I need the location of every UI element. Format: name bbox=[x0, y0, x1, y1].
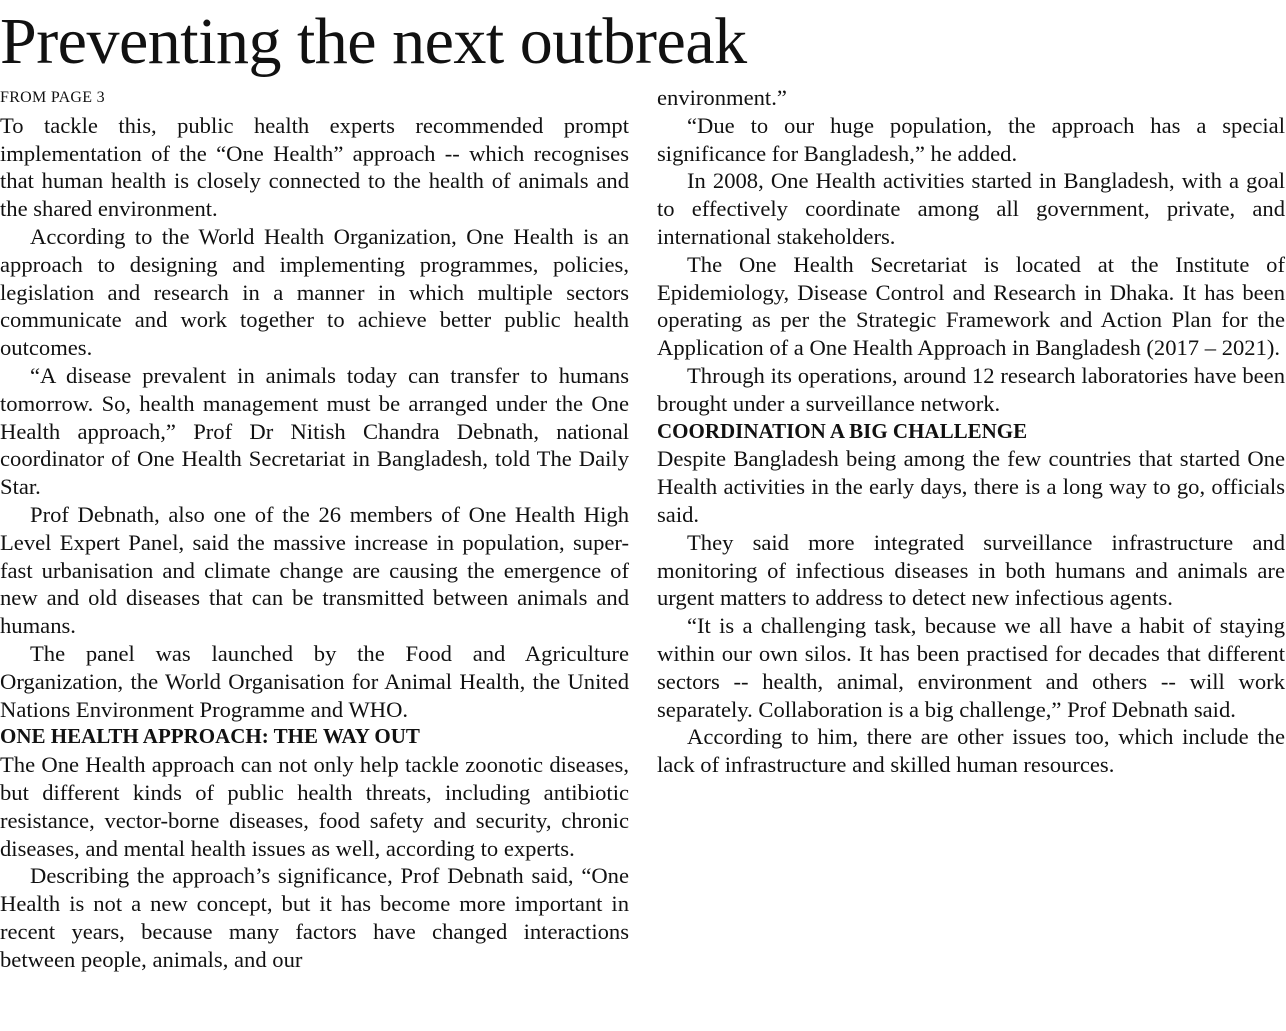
paragraph: Prof Debnath, also one of the 26 members of One Health High Level Expert Panel, said the massive increase in population, super-fast urbanisation and climate change are causing the emergence of new and old diseases that can be transmitted between animals and humans. bbox=[0, 501, 629, 639]
paragraph: “It is a challenging task, because we all have a habit of staying within our own silos. It has been practised for decades that different sectors -- health, animal, environment and others -- will work separately. Collaboration is a big challenge,” Prof Debnath said. bbox=[657, 613, 1285, 722]
paragraph: According to him, there are other issues too, which include the lack of infrastructure and skilled human resources. bbox=[657, 724, 1285, 778]
paragraph: Describing the approach’s significance, Prof Debnath said, “One Health is not a new concept, but it has become more important in recent years, because many factors have changed interactions between people, animals, and our bbox=[0, 863, 629, 972]
paragraph: The One Health approach can not only help tackle zoonotic diseases, but different kinds of public health threats, including antibiotic resistance, vector-borne diseases, food safety and security, chronic diseases, and mental health issues as well, according to experts. bbox=[0, 752, 629, 861]
paragraph: “Due to our huge population, the approach has a special significance for Bangladesh,” he added. bbox=[657, 112, 1285, 166]
continued-from-label: FROM PAGE 3 bbox=[0, 89, 105, 106]
paragraph: The One Health Secretariat is located at the Institute of Epidemiology, Disease Control and Research in Dhaka. It has been operating as per the Strategic Framework and Action Plan for the Application of a One Health Approach in Bangladesh (2017 – 2021). bbox=[657, 251, 1285, 361]
paragraph: The panel was launched by the Food and Agriculture Organization, the World Organisation for Animal Health, the United Nations Environment Programme and WHO. bbox=[0, 640, 629, 722]
section-subhead: COORDINATION A BIG CHALLENGE bbox=[657, 418, 1028, 443]
paragraph: “A disease prevalent in animals today can transfer to humans tomorrow. So, health management must be arranged under the One Health approach,” Prof Dr Nitish Chandra Debnath, national coordinator of One Health Secretariat in Bangladesh, told The Daily Star. bbox=[0, 362, 629, 500]
paragraph: In 2008, One Health activities started in Bangladesh, with a goal to effectively coordinate among all government, private, and international stakeholders. bbox=[657, 168, 1285, 249]
article-headline: Preventing the next outbreak bbox=[0, 5, 747, 78]
paragraph: They said more integrated surveillance infrastructure and monitoring of infectious diseases in both humans and animals are urgent matters to address to detect new infectious agents. bbox=[657, 529, 1285, 611]
right-column bbox=[657, 84, 1285, 779]
section-subhead: ONE HEALTH APPROACH: THE WAY OUT bbox=[0, 724, 420, 749]
paragraph: Despite Bangladesh being among the few countries that started One Health activities in the early days, there is a long way to go, officials said. bbox=[657, 446, 1285, 527]
paragraph: According to the World Health Organization, One Health is an approach to designing and implementing programmes, policies, legislation and research in a manner in which multiple sectors communicate and work together to achieve better public health outcomes. bbox=[0, 223, 629, 361]
paragraph: Through its operations, around 12 research laboratories have been brought under a surveillance network. bbox=[657, 362, 1285, 416]
paragraph: To tackle this, public health experts recommended prompt implementation of the “One Health” approach -- which recognises that human health is closely connected to the health of animals and the shared environment. bbox=[0, 112, 629, 222]
left-column bbox=[0, 84, 629, 974]
paragraph: environment.” bbox=[657, 85, 787, 110]
